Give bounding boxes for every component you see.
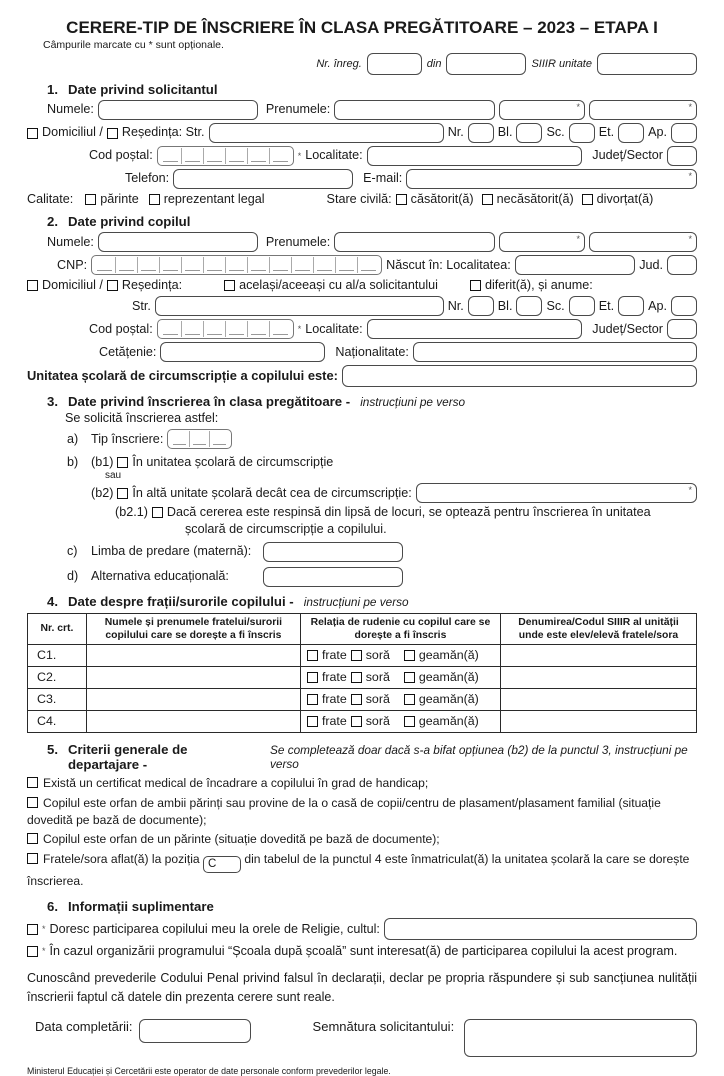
optional-asterisk: * <box>297 150 302 161</box>
s3-sau-row <box>105 470 697 482</box>
signature-row <box>27 1019 697 1057</box>
s2-jud-label: Jud. <box>639 257 663 272</box>
s2-cetatenie-input[interactable] <box>160 342 325 362</box>
s2-sc-label: Sc. <box>546 298 565 313</box>
geaman-label: geamăn(ă) <box>418 714 479 729</box>
criteria-item-1 <box>27 775 697 792</box>
sibling-name-input[interactable] <box>86 710 300 732</box>
s2-localitate-input[interactable] <box>367 319 583 339</box>
sora-label: soră <box>365 670 390 685</box>
s2-et-label: Et. <box>598 298 615 313</box>
s3-b21-row2 <box>185 522 697 537</box>
optional-asterisk: * <box>297 323 302 334</box>
s3-intro-label: Se solicită înscrierea astfel: <box>65 411 219 426</box>
digit-cell <box>269 257 291 273</box>
semnatura-label: Semnătura solicitantului: <box>312 1018 455 1034</box>
optional-fields-note: Câmpurile marcate cu * sunt opționale. <box>43 39 224 51</box>
s1-prenumele-input-3[interactable] <box>589 100 697 120</box>
s1-reprezentant-checkbox[interactable] <box>149 194 160 205</box>
sibling-name-input[interactable] <box>86 666 300 688</box>
digit-cell <box>247 257 269 273</box>
s2-prenumele-input-3[interactable] <box>589 232 697 252</box>
optional-asterisk: * <box>688 485 692 496</box>
section5-heading <box>47 742 697 772</box>
sora-checkbox[interactable] <box>351 716 362 727</box>
section1-heading <box>47 82 697 97</box>
frate-checkbox[interactable] <box>307 650 318 661</box>
s3-b1-label: (b1) <box>91 455 114 470</box>
geaman-label: geamăn(ă) <box>418 648 479 663</box>
s2-diferit-label: diferit(ă), și anume: <box>484 278 593 293</box>
s2-jud-input[interactable] <box>667 255 697 275</box>
s1-sc-label: Sc. <box>546 125 565 140</box>
s1-parinte-checkbox[interactable] <box>85 194 96 205</box>
s3-c-label: c) <box>67 544 78 559</box>
s1-prenumele-label: Prenumele: <box>265 102 331 117</box>
s2-judet-input[interactable] <box>667 319 697 339</box>
s2-ap-label: Ap. <box>648 298 667 313</box>
s2-et-input[interactable] <box>618 296 644 316</box>
s3-b2-row <box>91 483 697 503</box>
s2-citizenship-row <box>99 342 697 362</box>
s2-cnp-row <box>57 255 697 275</box>
s1-email-input[interactable] <box>406 169 697 189</box>
optional-asterisk: * <box>42 946 46 957</box>
s6-religie-label: Doresc participarea copilului meu la orele de Religie, cultul: <box>49 921 380 936</box>
s2-domiciliul-label: Domiciliul / <box>42 278 103 293</box>
s1-judet-label: Județ/Sector <box>592 148 663 163</box>
digit-cell <box>137 257 159 273</box>
s3-b21-text: Dacă cererea este respinsă din lipsă de locuri, se optează pentru înscrierea în unitatea <box>166 505 651 520</box>
siiir-label: SIIIR unitate <box>531 58 592 70</box>
s1-cod-postal-label: Cod poștal: <box>89 148 153 163</box>
s2-address-type-row <box>27 278 697 293</box>
s1-casatorit-checkbox[interactable] <box>396 194 407 205</box>
s1-cod-postal-input[interactable] <box>157 146 294 166</box>
relation-cell <box>307 692 494 706</box>
s2-bl-label: Bl. <box>497 298 513 313</box>
religie-checkbox[interactable] <box>27 924 38 935</box>
data-completarii-label: Data completării: <box>35 1018 133 1034</box>
s1-necasatorit-checkbox[interactable] <box>482 194 493 205</box>
s2-resedinta-checkbox[interactable] <box>107 280 118 291</box>
s2-unitatea-input[interactable] <box>342 365 697 387</box>
digit-cell <box>181 321 203 337</box>
section6-number: 6. <box>47 899 58 915</box>
digit-cell <box>203 148 225 164</box>
s2-name-row <box>47 232 697 252</box>
section1-number: 1. <box>47 82 58 97</box>
s3-b-label: b) <box>67 455 79 470</box>
criteria-text: din tabelul de la punctul 4 este înmatriculat(ă) la unitatea școlară la care se dorește înscrierea. <box>27 852 690 889</box>
digit-cell <box>160 148 181 164</box>
section2-number: 2. <box>47 214 58 230</box>
digit-cell <box>115 257 137 273</box>
scoala-dupa-scoala-checkbox[interactable] <box>27 946 38 957</box>
certificat-checkbox[interactable] <box>27 777 38 788</box>
s3-b21-label: (b2.1) <box>115 505 148 520</box>
s1-localitate-input[interactable] <box>367 146 583 166</box>
s3-a-label: a) <box>67 431 79 446</box>
section6-title: Informații suplimentare <box>68 899 214 915</box>
criteria-item-3 <box>27 831 697 848</box>
optional-asterisk: * <box>688 102 692 112</box>
s2-nascut-label: Născut în: Localitatea: <box>386 257 511 272</box>
s6-cult-input[interactable] <box>384 918 697 940</box>
sora-label: soră <box>365 714 390 729</box>
criteria-text: Copilul este orfan de un părinte (situație dovedită pe bază de documente); <box>43 832 440 847</box>
s3-d-label: d) <box>67 569 79 584</box>
s3-tip-inscriere-input[interactable] <box>167 429 232 449</box>
section3-title: Date privind înscrierea în clasa pregătitoare - <box>68 394 351 410</box>
s2-str-label: Str. <box>132 298 151 313</box>
s1-stare-label: Stare civilă: <box>326 192 392 206</box>
digit-cell <box>247 321 269 337</box>
s3-b21-text2: școlară de circumscripție a copilului. <box>185 521 387 536</box>
s2-nr-label: Nr. <box>447 298 464 313</box>
s2-acelasi-checkbox[interactable] <box>224 280 235 291</box>
row-number: C4. <box>28 710 87 732</box>
s2-postal-row <box>89 319 697 339</box>
s3-b1-row <box>67 455 697 470</box>
declaration-text: Cunoscând prevederile Codului Penal privind falsul în declarații, declar pe propria răspundere și sub sancțiunea nulității înscrierii faptul că datele din prezenta cerere sunt reale. <box>27 971 697 1004</box>
table-row <box>28 710 697 732</box>
s1-resedinta-label: Reședința: Str. <box>121 125 205 140</box>
frate-checkbox[interactable] <box>307 672 318 683</box>
sora-checkbox[interactable] <box>351 672 362 683</box>
s2-resedinta-label: Reședința: <box>121 278 183 293</box>
data-completarii-input[interactable] <box>139 1019 251 1043</box>
relation-cell <box>307 714 494 728</box>
s1-prenumele-input-2[interactable] <box>499 100 585 120</box>
s3-b2-label: (b2) <box>91 485 114 500</box>
section5-title: Criterii generale de departajare - <box>68 741 188 772</box>
s1-sc-input[interactable] <box>569 123 595 143</box>
col-name-header: Numele și prenumele fratelui/surorii copilului care se dorește a fi înscris <box>86 613 300 644</box>
table-row <box>28 688 697 710</box>
digit-cell <box>181 148 203 164</box>
s1-bl-input[interactable] <box>516 123 542 143</box>
s2-prenumele-input-1[interactable] <box>334 232 495 252</box>
s1-necasatorit-label: necăsătorit(ă) <box>496 192 574 206</box>
s1-et-label: Et. <box>598 125 615 140</box>
s2-cnp-input[interactable] <box>91 255 382 275</box>
s3-limba-label: Limba de predare (maternă): <box>91 544 252 559</box>
s2-nationalitate-label: Naționalitate: <box>335 344 409 359</box>
frate-label: frate <box>321 670 347 685</box>
s1-judet-input[interactable] <box>667 146 697 166</box>
s3-alta-unitate-input[interactable] <box>416 483 697 503</box>
sora-checkbox[interactable] <box>351 650 362 661</box>
digit-cell <box>291 257 313 273</box>
s2-ap-input[interactable] <box>671 296 697 316</box>
footer-note: Ministerul Educației și Cercetării este operator de date personale conform prevederilor legale. <box>27 1065 391 1076</box>
row-number: C2. <box>28 666 87 688</box>
section3-note: instrucțiuni pe verso <box>360 395 466 410</box>
section5-note: Se completează doar dacă s-a bifat opțiunea (b2) de la punctul 3, instrucțiuni pe verso <box>270 742 688 771</box>
sora-checkbox[interactable] <box>351 694 362 705</box>
digit-cell <box>357 257 379 273</box>
s1-calitate-label: Calitate: <box>27 192 74 206</box>
s1-et-input[interactable] <box>618 123 644 143</box>
section4-heading <box>47 594 697 609</box>
geaman-label: geamăn(ă) <box>418 670 479 685</box>
s2-strada-input[interactable] <box>155 296 444 316</box>
s1-divortat-label: divorțat(ă) <box>596 192 654 206</box>
s1-domiciliul-checkbox[interactable] <box>27 128 38 139</box>
s1-numele-label: Numele: <box>47 102 94 117</box>
criteria-item-4 <box>27 851 697 890</box>
s1-domiciliul-label: Domiciliul / <box>42 125 103 140</box>
digit-cell <box>335 257 357 273</box>
digit-cell <box>203 321 225 337</box>
geaman-checkbox[interactable] <box>404 716 415 727</box>
optional-asterisk: * <box>576 102 580 112</box>
s1-divortat-checkbox[interactable] <box>582 194 593 205</box>
s2-cod-postal-input[interactable] <box>157 319 294 339</box>
s1-telefon-input[interactable] <box>173 169 353 189</box>
s3-d-row <box>67 567 697 587</box>
frate-label: frate <box>321 714 347 729</box>
s3-b2-checkbox[interactable] <box>117 488 128 499</box>
s2-numele-label: Numele: <box>47 234 94 249</box>
col-relation-header: Relația de rudenie cu copilul care se dorește a fi înscris <box>300 613 500 644</box>
sora-label: soră <box>365 648 390 663</box>
frate-label: frate <box>321 648 347 663</box>
digit-cell <box>189 431 209 447</box>
optional-asterisk: * <box>576 234 580 245</box>
optional-asterisk: * <box>42 923 46 934</box>
s2-numele-input[interactable] <box>98 232 258 252</box>
s2-prenumele-label: Prenumele: <box>265 234 331 249</box>
s3-a-row <box>67 429 697 449</box>
sibling-unit-input[interactable] <box>500 644 696 666</box>
page-title: CERERE-TIP DE ÎNSCRIERE ÎN CLASA PREGĂTITOARE – 2023 – ETAPA I <box>66 18 658 37</box>
s2-cnp-label: CNP: <box>57 257 88 272</box>
s1-prenumele-input-1[interactable] <box>334 100 495 120</box>
criteria-text: Copilul este orfan de ambii părinți sau provine de la o casă de copii/centru de plasament/plasament familial (situație dovedită pe bază de documente); <box>27 795 661 827</box>
section4-title: Date despre frații/surorile copilului - <box>68 593 294 609</box>
s6-sds-label: În cazul organizării programului “Școala după școală” sunt interesat(ă) de participarea copilului la acest program. <box>49 944 678 959</box>
criteria-text: Există un certificat medical de încadrare a copilului în grad de handicap; <box>43 775 429 790</box>
row-number: C1. <box>28 644 87 666</box>
criteria-item-2 <box>27 795 697 829</box>
s1-email-label: E-mail: <box>363 171 403 186</box>
s2-nr-input[interactable] <box>468 296 494 316</box>
digit-cell <box>209 431 229 447</box>
section4-note: instrucțiuni pe verso <box>303 594 409 609</box>
s6-religie-row <box>27 918 697 940</box>
s3-limba-input[interactable] <box>263 542 403 562</box>
s1-ap-input[interactable] <box>671 123 697 143</box>
s3-alternativa-label: Alternativa educațională: <box>91 569 229 584</box>
section3-number: 3. <box>47 394 58 410</box>
optional-asterisk: * <box>688 234 692 245</box>
s1-nr-input[interactable] <box>468 123 494 143</box>
geaman-checkbox[interactable] <box>404 694 415 705</box>
geaman-checkbox[interactable] <box>404 650 415 661</box>
s1-parinte-label: părinte <box>100 192 139 206</box>
sibling-unit-input[interactable] <box>500 666 696 688</box>
digit-cell <box>203 257 225 273</box>
relation-cell <box>307 648 494 662</box>
section2-heading <box>47 214 697 229</box>
s1-contact-row <box>125 169 697 189</box>
s2-cetatenie-label: Cetățenie: <box>99 344 157 359</box>
geaman-checkbox[interactable] <box>404 672 415 683</box>
frate-checkbox[interactable] <box>307 716 318 727</box>
section6-heading <box>47 899 697 914</box>
digit-cell <box>269 321 291 337</box>
din-date-input[interactable] <box>446 53 526 75</box>
sibling-name-input[interactable] <box>86 644 300 666</box>
s1-telefon-label: Telefon: <box>125 171 170 186</box>
s1-casatorit-label: căsătorit(ă) <box>410 192 474 206</box>
digit-cell <box>159 257 181 273</box>
section5-number: 5. <box>47 741 58 757</box>
s1-ap-label: Ap. <box>648 125 667 140</box>
s3-b1-text: În unitatea școlară de circumscripție <box>132 455 334 470</box>
section1-title: Date privind solicitantul <box>68 82 218 97</box>
s2-domiciliul-checkbox[interactable] <box>27 280 38 291</box>
geaman-label: geamăn(ă) <box>418 692 479 707</box>
din-label: din <box>426 58 442 70</box>
digit-cell <box>170 431 189 447</box>
s1-address-row <box>27 123 697 143</box>
sora-label: soră <box>365 692 390 707</box>
s2-unitatea-row <box>27 365 697 387</box>
s3-b21-row <box>115 505 697 520</box>
s3-intro-row <box>65 411 697 426</box>
digit-cell <box>247 148 269 164</box>
row-number: C3. <box>28 688 87 710</box>
s2-localitate-nastere-input[interactable] <box>515 255 635 275</box>
section2-title: Date privind copilul <box>68 214 191 230</box>
s3-b2-text: În altă unitate școlară decât cea de circumscripție: <box>132 485 412 500</box>
digit-cell <box>225 148 247 164</box>
nr-inreg-label: Nr. înreg. <box>316 58 362 70</box>
digit-cell <box>313 257 335 273</box>
optional-asterisk: * <box>688 171 692 181</box>
s1-name-row <box>47 100 697 120</box>
digit-cell <box>181 257 203 273</box>
s1-localitate-label: Localitate: <box>305 148 363 163</box>
section4-number: 4. <box>47 593 58 609</box>
s2-nationalitate-input[interactable] <box>413 342 697 362</box>
pozitia-input[interactable]: C <box>203 856 241 873</box>
s2-diferit-checkbox[interactable] <box>470 280 481 291</box>
s3-b1-checkbox[interactable] <box>117 457 128 468</box>
sibling-name-input[interactable] <box>86 688 300 710</box>
siiir-input[interactable] <box>597 53 697 75</box>
s3-tip-label: Tip înscriere: <box>91 431 164 446</box>
section3-heading <box>47 394 697 409</box>
s1-reprezentant-label: reprezentant legal <box>163 192 265 206</box>
s1-resedinta-checkbox[interactable] <box>107 128 118 139</box>
s2-cod-postal-label: Cod poștal: <box>89 321 153 336</box>
frate-label: frate <box>321 692 347 707</box>
digit-cell <box>225 257 247 273</box>
s1-nr-label: Nr. <box>447 125 464 140</box>
s1-calitate-row <box>27 192 697 207</box>
registration-row <box>27 53 697 75</box>
col-nr-header: Nr. crt. <box>28 613 87 644</box>
digit-cell <box>225 321 247 337</box>
s2-localitate-label: Localitate: <box>305 321 363 336</box>
criteria-text: Fratele/sora aflat(ă) la poziția <box>43 852 200 867</box>
s3-c-row <box>67 542 697 562</box>
s1-postal-row <box>89 146 697 166</box>
sibling-unit-input[interactable] <box>500 688 696 710</box>
frate-inmatriculat-checkbox[interactable] <box>27 853 38 864</box>
nr-inreg-input[interactable] <box>367 53 422 75</box>
s1-numele-input[interactable] <box>98 100 258 120</box>
s6-sds-row <box>27 944 697 959</box>
col-unit-header: Denumirea/Codul SIIIR al unității unde este elev/elevă fratele/sora <box>500 613 696 644</box>
siblings-table <box>27 613 697 733</box>
s1-bl-label: Bl. <box>497 125 513 140</box>
digit-cell <box>160 321 181 337</box>
s3-b21-checkbox[interactable] <box>152 507 163 518</box>
s2-street-row <box>132 296 697 316</box>
s2-unitatea-label: Unitatea școlară de circumscripție a copilului este: <box>27 368 338 384</box>
s2-judet-label: Județ/Sector <box>592 321 663 336</box>
semnatura-input[interactable] <box>464 1019 697 1057</box>
s2-sc-input[interactable] <box>569 296 595 316</box>
table-header-row <box>28 613 697 644</box>
s2-prenumele-input-2[interactable] <box>499 232 585 252</box>
relation-cell <box>307 670 494 684</box>
frate-checkbox[interactable] <box>307 694 318 705</box>
s2-acelasi-label: același/aceeași cu al/a solicitantului <box>239 278 438 293</box>
s3-alternativa-input[interactable] <box>263 567 403 587</box>
digit-cell <box>269 148 291 164</box>
table-row <box>28 666 697 688</box>
digit-cell <box>94 257 115 273</box>
s1-strada-input[interactable] <box>209 123 444 143</box>
s2-bl-input[interactable] <box>516 296 542 316</box>
table-row <box>28 644 697 666</box>
orfan-ambii-checkbox[interactable] <box>27 797 38 808</box>
orfan-un-parinte-checkbox[interactable] <box>27 833 38 844</box>
sibling-unit-input[interactable] <box>500 710 696 732</box>
s3-sau-label: sau <box>105 470 122 482</box>
